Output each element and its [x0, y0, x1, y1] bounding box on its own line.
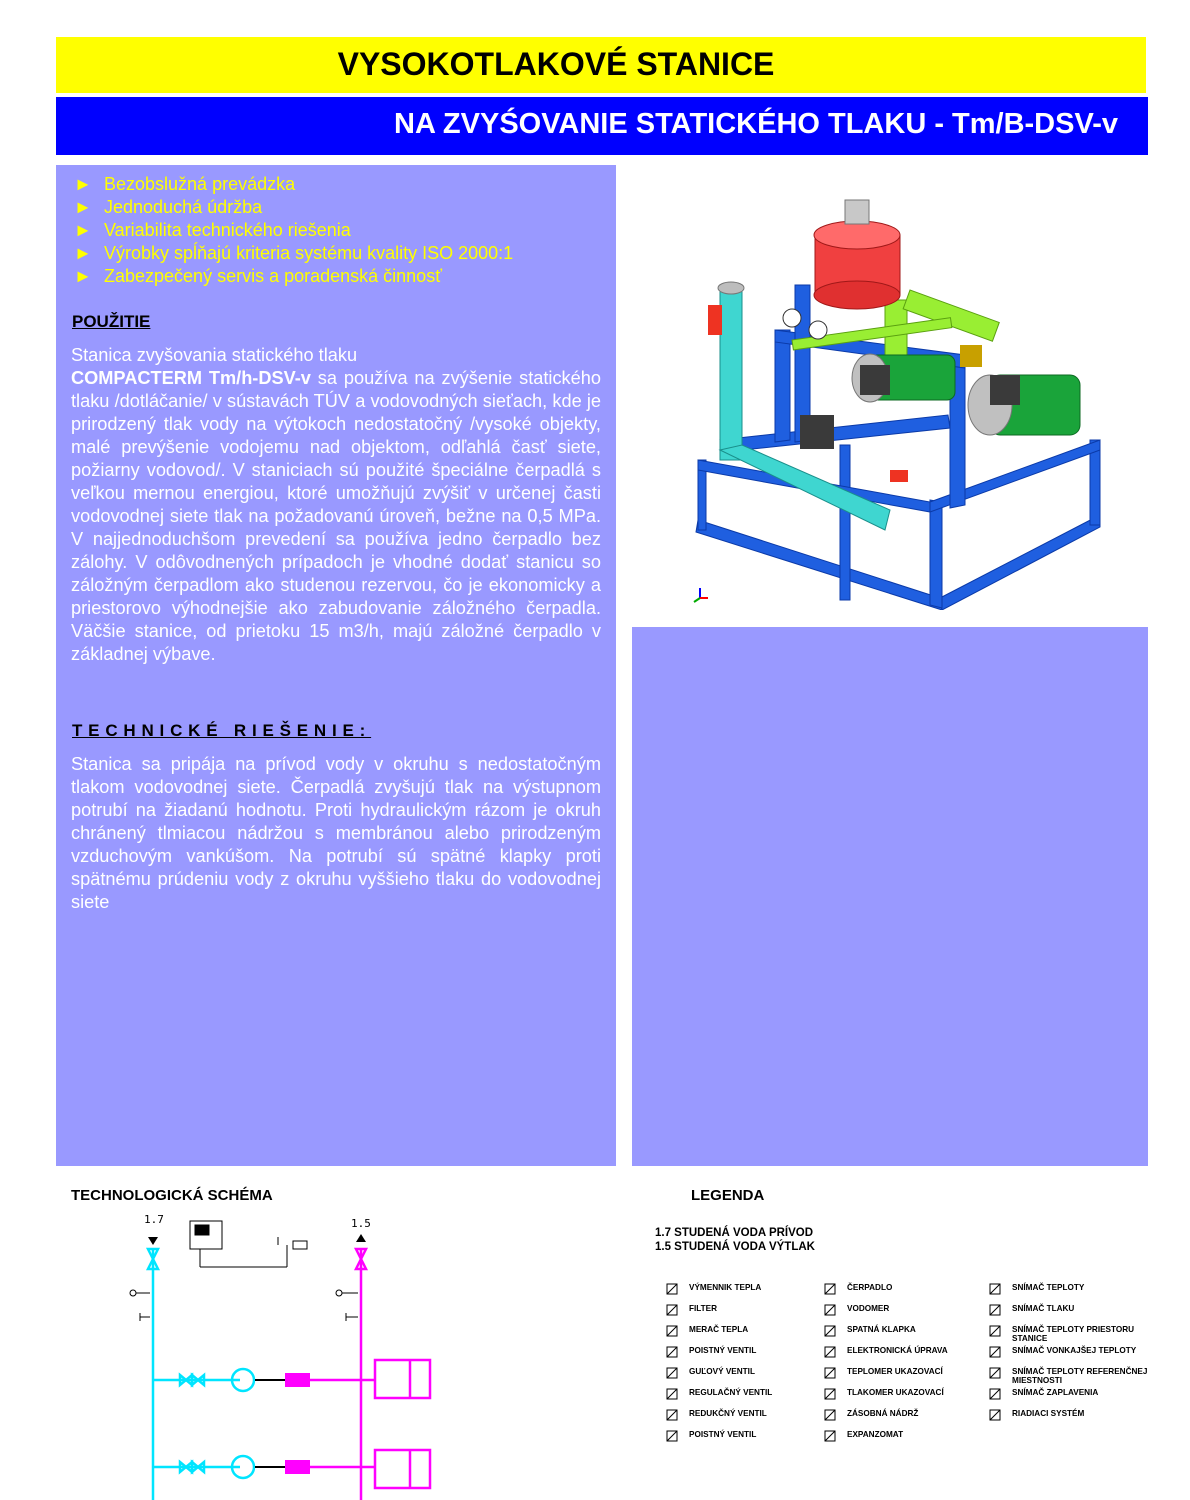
subtitle-bar	[56, 97, 1148, 155]
product-name: COMPACTERM Tm/h-DSV-v	[71, 368, 311, 388]
flood-sensor-icon	[988, 1388, 1004, 1400]
legend-item	[988, 1346, 1152, 1358]
outlet-arrow-icon	[356, 1234, 366, 1242]
legend-item	[665, 1325, 829, 1337]
outlet-label: 1.5	[351, 1217, 371, 1230]
legend-item-label: SPATNÁ KLAPKA	[847, 1325, 916, 1334]
water-meter-icon	[823, 1304, 839, 1316]
heat-exchanger-icon	[665, 1283, 681, 1295]
legend-item	[823, 1409, 987, 1421]
legend-item	[665, 1430, 829, 1442]
pressure-sensor-icon	[988, 1304, 1004, 1316]
legend-item	[823, 1367, 987, 1379]
manometer-icon	[823, 1388, 839, 1400]
legend-item	[988, 1388, 1152, 1400]
thermometer-icon	[823, 1367, 839, 1379]
page-subtitle: NA ZVYŚOVANIE STATICKÉHO TLAKU - Tm/B-DSV-v	[394, 108, 1118, 140]
outdoor-temperature-sensor-icon	[988, 1346, 1004, 1358]
arrow-icon: ►	[74, 197, 92, 217]
usage-paragraph	[71, 344, 601, 666]
storage-tank-icon	[823, 1409, 839, 1421]
legend-outlet-label: 1.5 STUDENÁ VODA VÝTLAK	[655, 1241, 815, 1253]
control-system-icon	[988, 1409, 1004, 1421]
legend-item-label: TEPLOMER UKAZOVACÍ	[847, 1367, 943, 1376]
feature-text: Bezobslužná prevádzka	[104, 174, 296, 194]
scheme-title: TECHNOLOGICKÁ SCHÉMA	[71, 1187, 273, 1204]
legend-item-label: SNÍMAČ TLAKU	[1012, 1304, 1075, 1313]
legend-item	[665, 1367, 829, 1379]
feature-item	[74, 173, 513, 196]
usage-heading: POUŽITIE	[72, 312, 151, 331]
feature-item	[74, 265, 513, 288]
expansion-vessel-icon	[823, 1430, 839, 1442]
safety-valve-icon	[665, 1430, 681, 1442]
pump-icon	[823, 1283, 839, 1295]
legend-item	[823, 1388, 987, 1400]
legend-item	[823, 1304, 987, 1316]
filter-icon	[665, 1304, 681, 1316]
legend-item	[665, 1304, 829, 1316]
side-panel	[632, 627, 1148, 1166]
legend-item	[988, 1409, 1152, 1421]
reference-room-sensor-icon	[988, 1367, 1004, 1379]
station-3d-rendering	[680, 190, 1120, 610]
legend-item-label: VÝMENNIK TEPLA	[689, 1283, 762, 1292]
heat-meter-icon	[665, 1325, 681, 1337]
legend-item-label: REGULAČNÝ VENTIL	[689, 1388, 773, 1397]
inlet-arrow-icon	[148, 1237, 158, 1245]
inlet-label: 1.7	[144, 1213, 164, 1226]
legend-item	[665, 1388, 829, 1400]
control-valve-icon	[665, 1388, 681, 1400]
technological-scheme	[100, 1205, 460, 1500]
arrow-icon: ►	[74, 220, 92, 240]
legend-item	[988, 1304, 1152, 1316]
station-illustration	[680, 190, 1120, 610]
legend-item-label: SNÍMAČ TEPLOTY REFERENČNEJ MIESTNOSTI	[1012, 1367, 1148, 1385]
description-panel	[56, 165, 616, 1166]
feature-text: Jednoduchá údržba	[104, 197, 263, 217]
legend-item-label: VODOMER	[847, 1304, 890, 1313]
check-valve-icon	[823, 1325, 839, 1337]
legend-item	[823, 1325, 987, 1337]
legend-item-label: GUĽOVÝ VENTIL	[689, 1367, 755, 1376]
legend-item-label: MERAČ TEPLA	[689, 1325, 749, 1334]
technical-paragraph: Stanica sa pripája na prívod vody v okruhu s nedostatočným tlakom vodovodnej siete. Čerpadlá zvyšujú tlak na výstupnom potrubí na žiadanú hodnotu. Proti hydraulickým rázom je okruh chránený tlmiacou nádržou s membránou alebo prirodzeným vzduchovým vankúšom. Na potrubí sú spätné klapky proti spätnému prúdeniu vody z okruhu vyššieho tlaku do vodovodnej siete	[71, 754, 601, 912]
reducing-valve-icon	[665, 1409, 681, 1421]
feature-item	[74, 196, 513, 219]
legend-item	[823, 1283, 987, 1295]
legend-item	[665, 1346, 829, 1358]
legend-item-label: POISTNÝ VENTIL	[689, 1430, 757, 1439]
title-bar	[56, 37, 1146, 93]
legend-item-label: REDUKČNÝ VENTIL	[689, 1409, 767, 1418]
feature-text: Variabilita technického riešenia	[104, 220, 351, 240]
feature-item	[74, 219, 513, 242]
feature-text: Výrobky spĺňajú kriteria systému kvality ISO 2000:1	[104, 243, 514, 263]
legend-item-label: POISTNÝ VENTIL	[689, 1346, 757, 1355]
feature-item	[74, 242, 513, 265]
room-temperature-sensor-icon	[988, 1325, 1004, 1337]
usage-text: sa používa na zvýšenie statického tlaku /dotláčanie/ v sústavách TÚV a vodovodných sieťach, kde je prirodzený tlak vody na výtokoch nedostatočný /vysoké objekty, malé prevýšenie vodojemu nad objektom, odľahlá časť siete, požiarny vodovod/. V staniciach sú použité špeciálne čerpadlá s veľkou mernou energiou, ktoré umožňujú zvýšiť v určenej časti vodovodnej siete tlak na požadovanú úroveň, bežne na 0,5 MPa. V najjednoduchšom prevedení sa používa jedno čerpadlo bez zálohy. V odôvodnených prípadoch je vhodné dodať stanicu so záložným čerpadlom ako studenou rezervou, čo je ekonomicky a priestorovo výhodnejšie ako zabudovanie záložného čerpadla. Väčšie stanice, od prietoku 15 m3/h, majú záložné čerpadlo v základnej výbave.	[71, 368, 601, 664]
legend-item-label: TLAKOMER UKAZOVACÍ	[847, 1388, 944, 1397]
legend-title: LEGENDA	[691, 1187, 765, 1204]
legend-item-label: SNÍMAČ ZAPLAVENIA	[1012, 1388, 1099, 1397]
feature-text: Zabezpečený servis a poradenská činnosť	[104, 266, 442, 286]
technical-heading: TECHNICKÉ RIEŠENIE:	[72, 721, 372, 740]
usage-intro: Stanica zvyšovania statického tlaku	[71, 345, 358, 365]
arrow-icon: ►	[74, 266, 92, 286]
legend-item-label: SNÍMAČ VONKAJŠEJ TEPLOTY	[1012, 1346, 1137, 1355]
electronic-treatment-icon	[823, 1346, 839, 1358]
legend-item-label: SNÍMAČ TEPLOTY PRIESTORU STANICE	[1012, 1325, 1135, 1343]
feature-list	[74, 173, 513, 288]
legend-item	[988, 1325, 1152, 1343]
control-system-icon	[190, 1221, 307, 1267]
arrow-icon: ►	[74, 243, 92, 263]
legend-item-label: RIADIACI SYSTÉM	[1012, 1409, 1085, 1418]
legend-item	[665, 1409, 829, 1421]
ball-valve-icon	[665, 1367, 681, 1379]
legend-item-label: SNÍMAČ TEPLOTY	[1012, 1283, 1085, 1292]
safety-valve-icon	[665, 1346, 681, 1358]
legend-item	[665, 1283, 829, 1295]
legend-item-label: FILTER	[689, 1304, 718, 1313]
legend-item	[988, 1283, 1152, 1295]
page-title: VYSOKOTLAKOVÉ STANICE	[337, 46, 775, 82]
legend-item	[823, 1430, 987, 1442]
temperature-sensor-icon	[988, 1283, 1004, 1295]
legend-item-label: ČERPADLO	[847, 1283, 893, 1292]
legend-item-label: ELEKTRONICKÁ ÚPRAVA	[847, 1346, 948, 1355]
legend-item-label: EXPANZOMAT	[847, 1430, 904, 1439]
legend-inlet-label: 1.7 STUDENÁ VODA PRÍVOD	[655, 1227, 814, 1239]
arrow-icon: ►	[74, 174, 92, 194]
legend-item-label: ZÁSOBNÁ NÁDRŽ	[847, 1409, 919, 1418]
legend-item	[988, 1367, 1152, 1385]
legend-item	[823, 1346, 987, 1358]
